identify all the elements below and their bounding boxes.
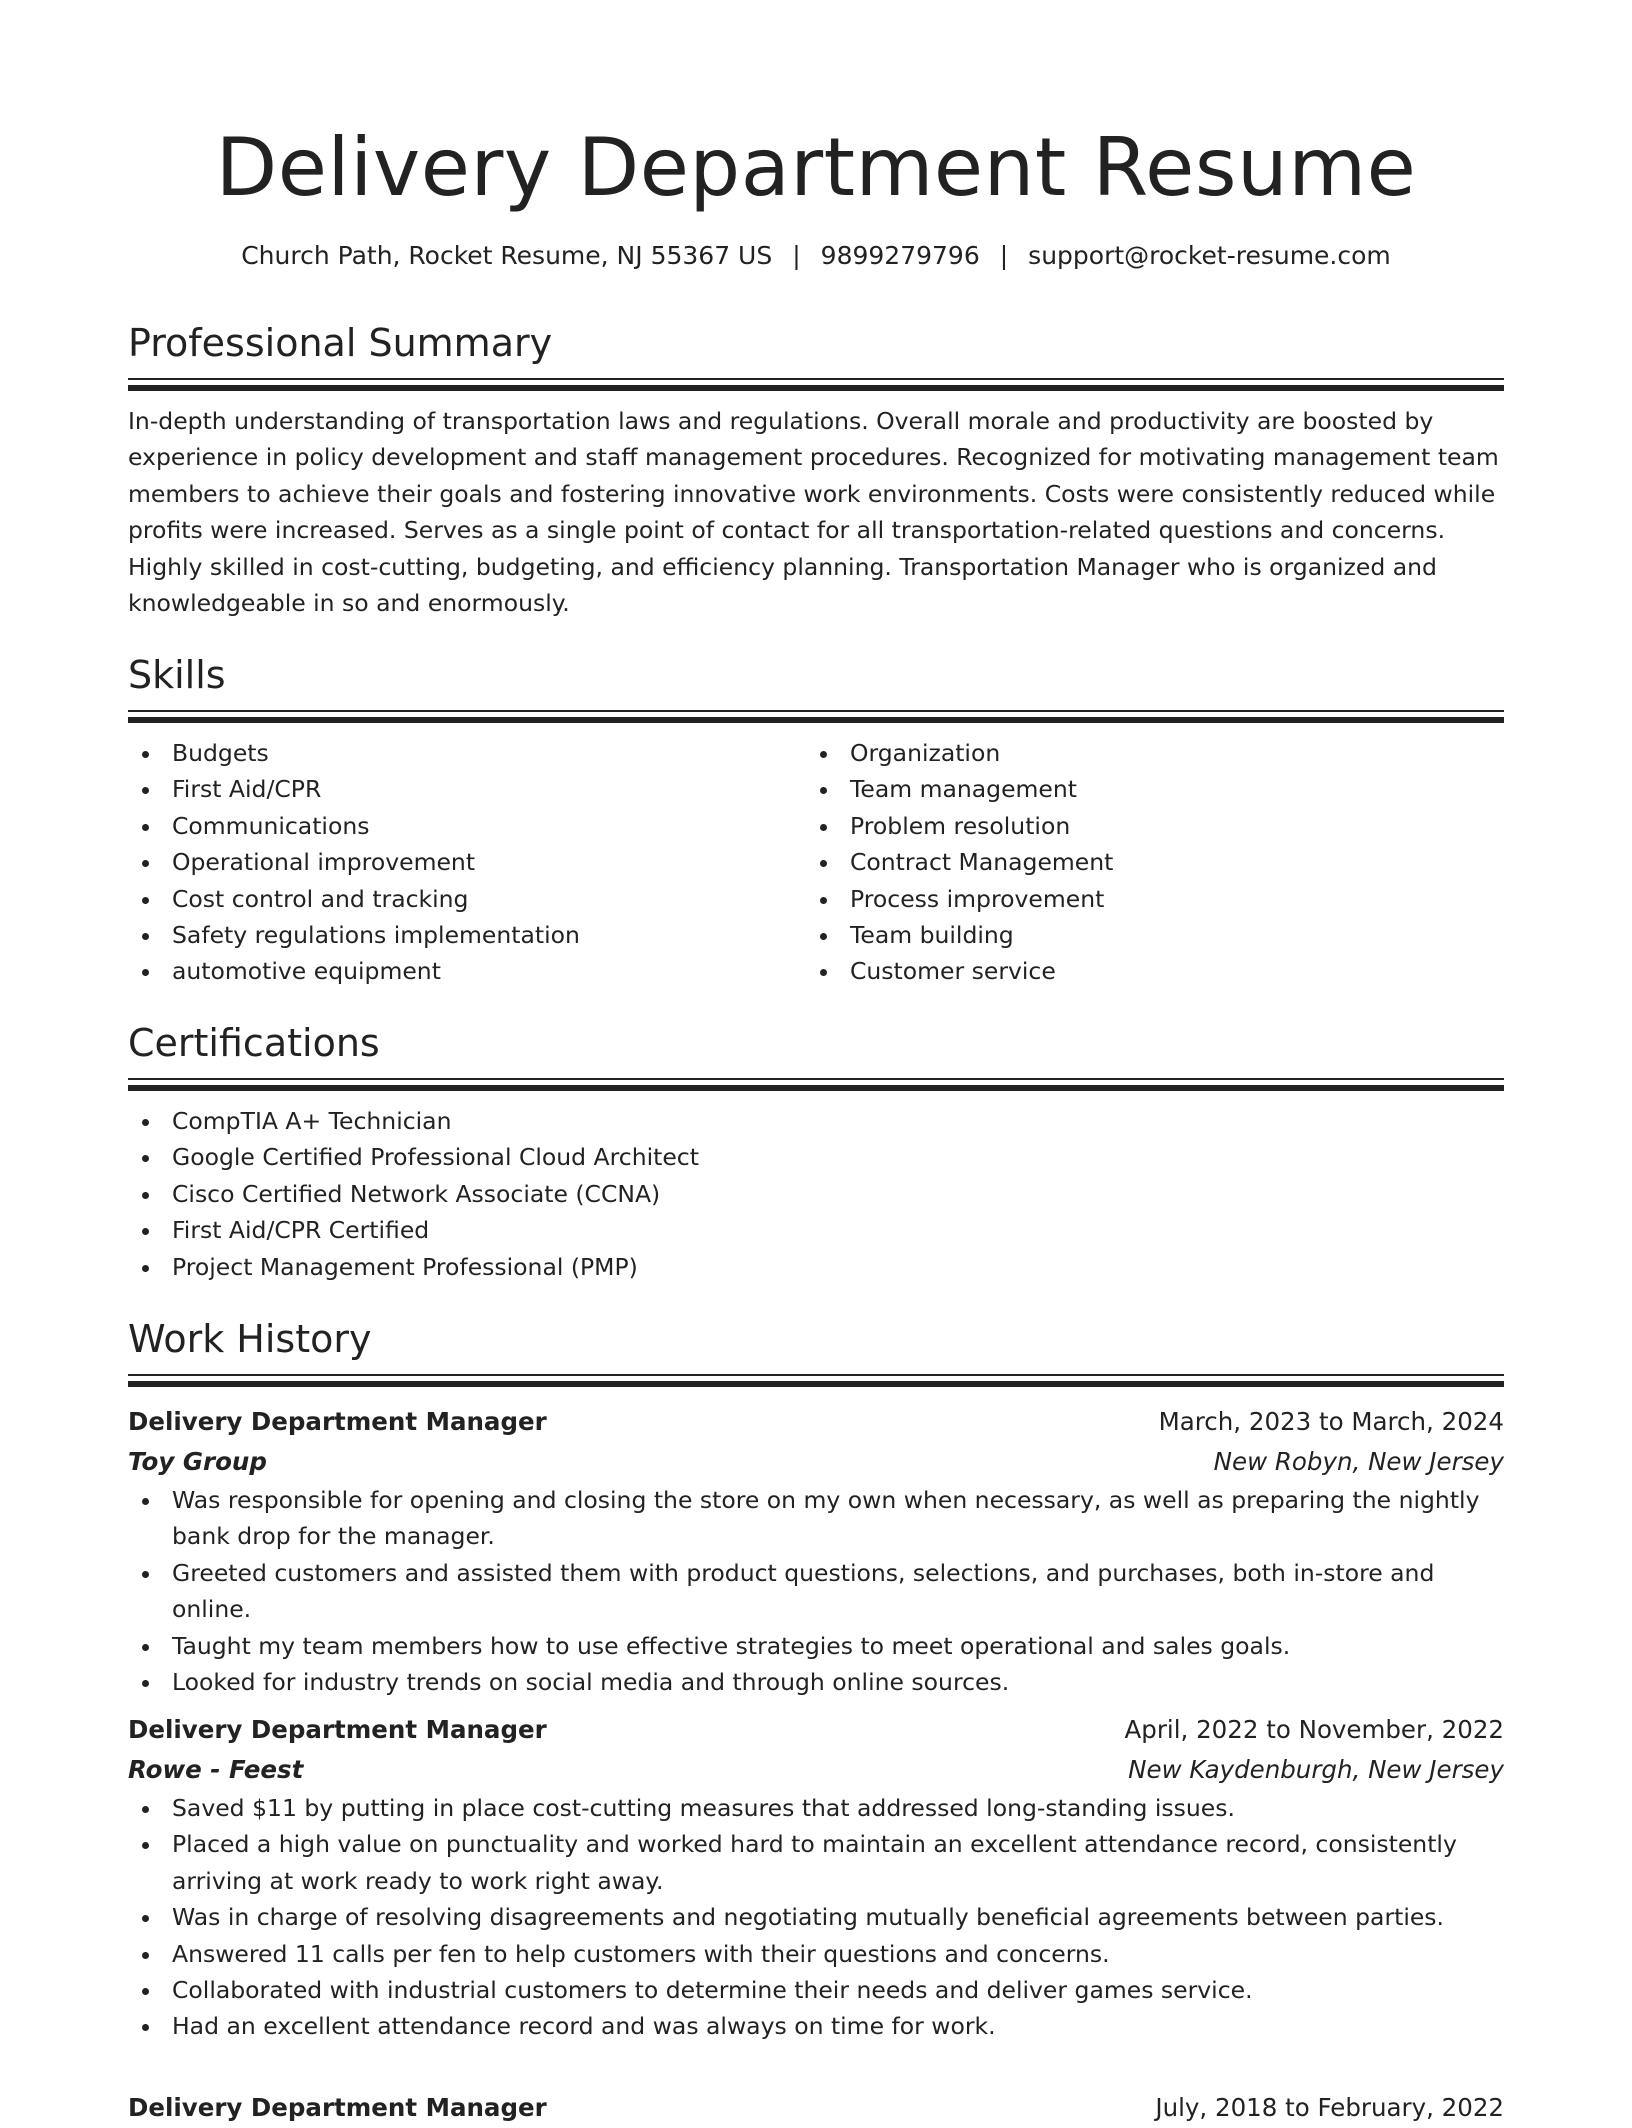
skill-item: Process improvement [806, 881, 1484, 917]
job-location: New Kaydenburgh, New Jersey [1128, 1755, 1504, 1784]
skill-item: First Aid/CPR [128, 771, 806, 807]
job-bullet: Answered 11 calls per fen to help customers with their questions and concerns. [128, 1936, 1504, 1972]
section-divider [128, 717, 1504, 723]
section-divider [128, 1374, 1504, 1376]
skill-item: Communications [128, 808, 806, 844]
skill-item: Problem resolution [806, 808, 1484, 844]
certifications-section [128, 1018, 1504, 1285]
contact-phone[interactable]: 9899279796 [820, 241, 980, 270]
job-bullet: Collaborated with industrial customers to determine their needs and deliver games service. [128, 1972, 1504, 2008]
skill-item: Budgets [128, 735, 806, 771]
summary-heading: Professional Summary [128, 321, 553, 365]
skill-item: Safety regulations implementation [128, 917, 806, 953]
job-entry [128, 1710, 1504, 2045]
job-bullet: Placed a high value on punctuality and worked hard to maintain an excellent attendance record, consistently arriving at work ready to work right away. [128, 1826, 1504, 1899]
certification-item: Project Management Professional (PMP) [128, 1249, 1504, 1285]
job-bullets [128, 1482, 1504, 1700]
contact-separator: | [999, 241, 1009, 270]
certification-item: Cisco Certified Network Associate (CCNA) [128, 1176, 1504, 1212]
skills-list-left [128, 735, 806, 990]
summary-section [128, 318, 1504, 621]
job-bullet: Looked for industry trends on social media and through online sources. [128, 1664, 1504, 1700]
certifications-list [128, 1103, 1504, 1285]
job-bullet: Was responsible for opening and closing the store on my own when necessary, as well as preparing the nightly bank drop for the manager. [128, 1482, 1504, 1555]
job-company: Rowe - Feest [128, 1755, 304, 1784]
certifications-heading: Certifications [128, 1021, 380, 1065]
job-dates: July, 2018 to February, 2022 [1155, 2093, 1504, 2122]
contact-address: Church Path, Rocket Resume, NJ 55367 US [241, 241, 773, 270]
job-title: Delivery Department Manager [128, 1407, 547, 1436]
skills-list-right [806, 735, 1484, 990]
job-subheader [128, 1750, 1504, 1790]
job-subheader [128, 1442, 1504, 1482]
section-divider [128, 1078, 1504, 1080]
skill-item: Organization [806, 735, 1484, 771]
section-divider [128, 385, 1504, 391]
job-bullet: Was in charge of resolving disagreements and negotiating mutually beneficial agreements between parties. [128, 1899, 1504, 1935]
skill-item: Contract Management [806, 844, 1484, 880]
job-title: Delivery Department Manager [128, 1715, 547, 1744]
contact-line [128, 238, 1504, 274]
section-divider [128, 710, 1504, 712]
section-divider [128, 1381, 1504, 1387]
skill-item: Team management [806, 771, 1484, 807]
contact-separator: | [792, 241, 801, 270]
work-heading: Work History [128, 1317, 372, 1361]
skill-item: Team building [806, 917, 1484, 953]
work-section [128, 1314, 1504, 1387]
resume-title: Delivery Department Resume [215, 121, 1417, 214]
job-bullet: Saved $11 by putting in place cost-cutting measures that addressed long-standing issues. [128, 1790, 1504, 1826]
section-divider [128, 1085, 1504, 1091]
summary-text: In-depth understanding of transportation laws and regulations. Overall morale and productivity are boosted by experience in policy development and staff management procedures. Recognized for motivating management team members to achieve their goals and fostering innovative work environments. Costs were consistently reduced while profits were increased. Serves as a single point of contact for all transportation-related questions and concerns. Highly skilled in cost-cutting, budgeting, and efficiency planning. Transportation Manager who is organized and knowledgeable in so and enormously. [128, 407, 1499, 618]
job-entry [128, 2088, 1504, 2128]
job-location: New Robyn, New Jersey [1213, 1447, 1504, 1476]
section-divider [128, 378, 1504, 380]
job-company: Toy Group [128, 1447, 267, 1476]
job-header [128, 1402, 1504, 1442]
skills-heading: Skills [128, 653, 226, 697]
job-bullet: Had an excellent attendance record and was always on time for work. [128, 2008, 1504, 2044]
skill-item: automotive equipment [128, 953, 806, 989]
job-dates: April, 2022 to November, 2022 [1124, 1715, 1504, 1744]
job-dates: March, 2023 to March, 2024 [1158, 1407, 1504, 1436]
job-bullet: Taught my team members how to use effective strategies to meet operational and sales goals. [128, 1628, 1504, 1664]
contact-email[interactable]: support@rocket-resume.com [1028, 241, 1391, 270]
skill-item: Cost control and tracking [128, 881, 806, 917]
job-bullets [128, 1790, 1504, 2045]
skills-columns [128, 735, 1504, 990]
job-header [128, 2088, 1504, 2128]
job-title: Delivery Department Manager [128, 2093, 547, 2122]
certification-item: CompTIA A+ Technician [128, 1103, 1504, 1139]
job-header [128, 1710, 1504, 1750]
certification-item: First Aid/CPR Certified [128, 1212, 1504, 1248]
skill-item: Operational improvement [128, 844, 806, 880]
skills-section [128, 650, 1504, 990]
job-entry [128, 1402, 1504, 1700]
certification-item: Google Certified Professional Cloud Architect [128, 1139, 1504, 1175]
job-bullet: Greeted customers and assisted them with product questions, selections, and purchases, both in-store and online. [128, 1555, 1504, 1628]
skill-item: Customer service [806, 953, 1484, 989]
